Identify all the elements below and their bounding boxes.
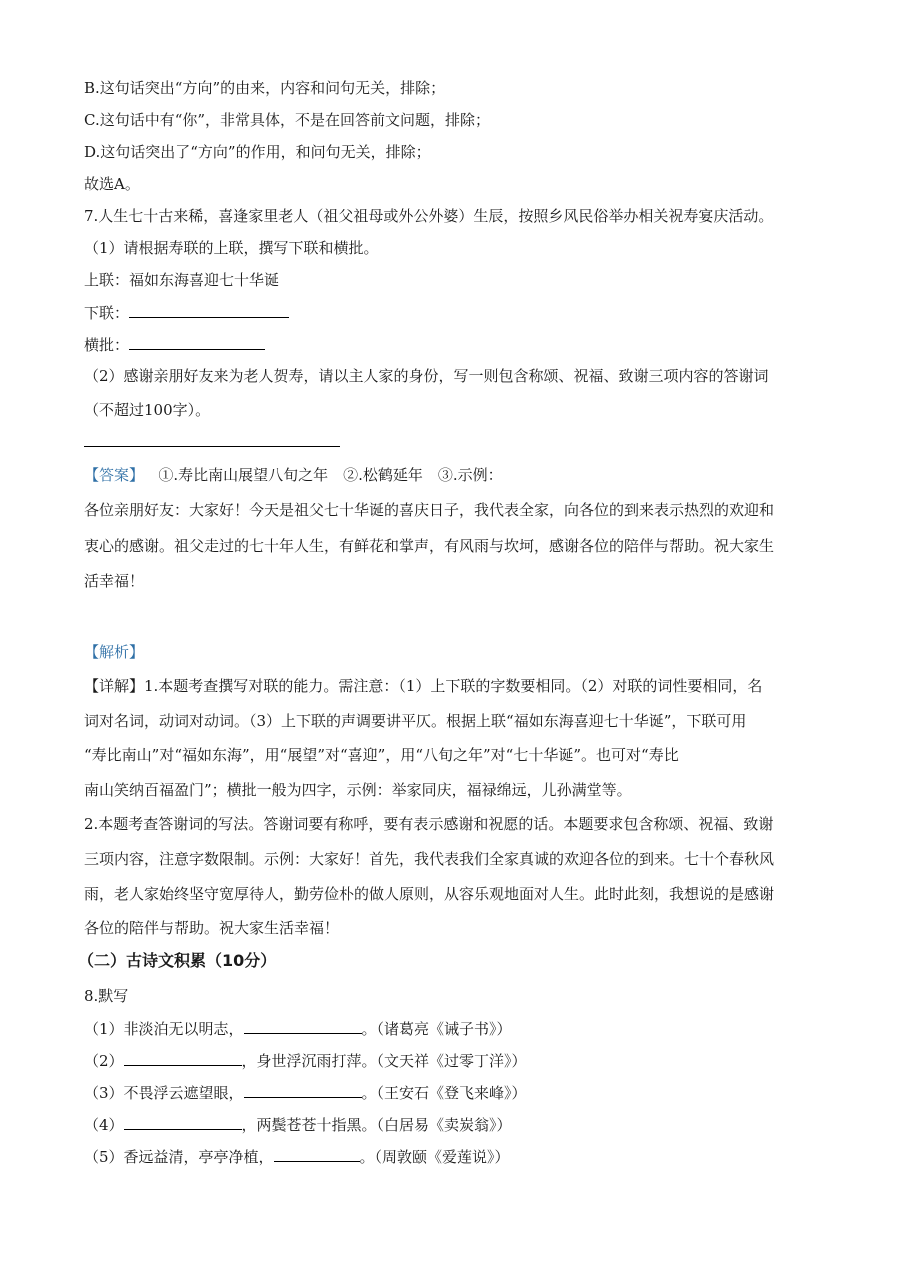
poem-item-1-blank (244, 1018, 362, 1034)
poem-item-4-prefix: （4） (84, 1116, 124, 1134)
upper-couplet: 上联：福如东海喜迎七十华诞 (84, 271, 280, 289)
horizontal-scroll-blank (129, 334, 265, 350)
poem-item-2-blank (124, 1050, 242, 1066)
analysis-tag: 【解析】 (84, 643, 145, 661)
poem-item-5-blank (274, 1146, 360, 1162)
option-b-analysis: B.这句话突出“方向”的由来，内容和问句无关，排除； (84, 79, 446, 97)
question-7-part-1: （1）请根据寿联的上联，撰写下联和横批。 (84, 239, 379, 257)
lower-couplet-blank (129, 302, 289, 318)
lower-couplet-line (84, 302, 289, 323)
detail-line-1: 【详解】1.本题考查撰写对联的能力。需注意：（1）上下联的字数要相同。（2）对联的词性要相同，名 (84, 677, 763, 695)
poem-item-5-suffix: 。（周敦颐《爱莲说》） (359, 1148, 510, 1166)
answer-choice: 故选A。 (84, 175, 140, 193)
answer-blank-line (84, 446, 340, 447)
detail-line-5: 2.本题考查答谢词的写法。答谢词要有称呼，要有表示感谢和祝愿的话。本题要求包含称颂、祝福、致谢 (84, 815, 774, 833)
question-7-part-2-cont: （不超过100字）。 (84, 401, 211, 419)
poem-item-3-suffix: 。（王安石《登飞来峰》） (361, 1084, 527, 1102)
detail-line-4: 南山笑纳百福盈门”；横批一般为四字，示例：举家同庆，福禄绵远，儿孙满堂等。 (84, 781, 632, 799)
answer-paragraph-2: 衷心的感谢。祖父走过的七十年人生，有鲜花和掌声，有风雨与坎坷，感谢各位的陪伴与帮助。祝大家生 (84, 537, 775, 555)
answer-tag: 【答案】 (84, 466, 145, 484)
poem-item-1-prefix: （1）非淡泊无以明志， (84, 1020, 244, 1038)
detail-line-2: 词对名词，动词对动词。（3）上下联的声调要讲平仄。根据上联“福如东海喜迎七十华诞”，下联可用 (84, 712, 747, 730)
detail-line-6: 三项内容，注意字数限制。示例：大家好！首先，我代表我们全家真诚的欢迎各位的到来。七十个春秋风 (84, 850, 775, 868)
poem-item-5 (84, 1146, 510, 1167)
answer-paragraph-3: 活幸福！ (84, 572, 145, 590)
horizontal-scroll-label: 横批： (84, 336, 130, 354)
poem-item-4-blank (124, 1114, 242, 1130)
poem-item-4 (84, 1114, 512, 1135)
poem-item-3-prefix: （3）不畏浮云遮望眼， (84, 1084, 244, 1102)
question-8: 8.默写 (84, 987, 129, 1005)
answer-text: ①.寿比南山展望八旬之年 ②.松鹤延年 ③.示例： (158, 466, 503, 484)
poem-item-4-suffix: ，两鬓苍苍十指黑。（白居易《卖炭翁》） (241, 1116, 512, 1134)
poem-item-5-prefix: （5）香远益清，亭亭净植， (84, 1148, 274, 1166)
poem-item-1 (84, 1018, 512, 1039)
detail-line-3: “寿比南山”对“福如东海”，用“展望”对“喜迎”，用“八旬之年”对“七十华诞”。也可对“寿比 (84, 746, 679, 764)
question-7-part-2: （2）感谢亲朋好友来为老人贺寿，请以主人家的身份，写一则包含称颂、祝福、致谢三项内容的答谢词 (84, 367, 769, 385)
answer-line (84, 465, 503, 485)
poem-item-1-suffix: 。（诸葛亮《诫子书》） (361, 1020, 512, 1038)
option-d-analysis: D.这句话突出了“方向”的作用，和问句无关，排除； (84, 143, 431, 161)
answer-paragraph-1: 各位亲朋好友：大家好！今天是祖父七十华诞的喜庆日子，我代表全家，向各位的到来表示热烈的欢迎和 (84, 501, 775, 519)
question-7: 7.人生七十古来稀，喜逢家里老人（祖父祖母或外公外婆）生辰，按照乡风民俗举办相关祝寿宴庆活动。 (84, 207, 774, 225)
lower-couplet-label: 下联： (84, 304, 130, 322)
poem-item-3-blank (244, 1082, 362, 1098)
option-c-analysis: C.这句话中有“你”，非常具体，不是在回答前文问题，排除； (84, 111, 491, 129)
poem-item-2-prefix: （2） (84, 1052, 124, 1070)
poem-item-2-suffix: ，身世浮沉雨打萍。（文天祥《过零丁洋》） (241, 1052, 527, 1070)
detail-line-8: 各位的陪伴与帮助。祝大家生活幸福！ (84, 919, 340, 937)
poem-item-3 (84, 1082, 527, 1103)
horizontal-scroll-line (84, 334, 265, 355)
section-heading: （二）古诗文积累（10分） (78, 951, 277, 970)
poem-item-2 (84, 1050, 527, 1071)
detail-line-7: 雨，老人家始终坚守宽厚待人，勤劳俭朴的做人原则，从容乐观地面对人生。此时此刻，我想说的是感谢 (84, 885, 775, 903)
